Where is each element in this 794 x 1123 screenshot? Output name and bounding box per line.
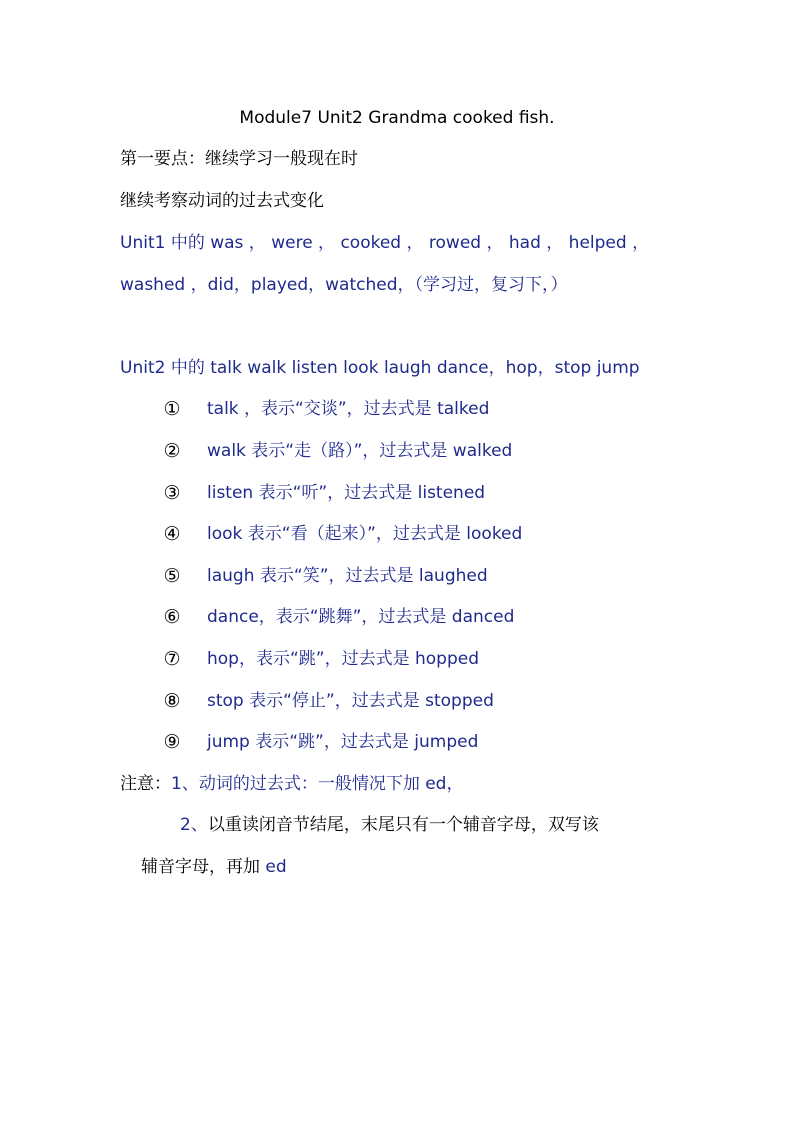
list-item	[0, 481, 794, 505]
item-number: ⑧	[163, 690, 181, 712]
note-label: 注意：	[120, 774, 171, 794]
unit2-verbs-intro: Unit2 中的 talk walk listen look laugh dance，hop，stop jump	[120, 358, 640, 378]
list-item	[0, 730, 794, 754]
item-text: look 表示“看（起来）”，过去式是 looked	[207, 524, 523, 544]
note-rule-2-continued	[141, 855, 287, 879]
document-title: Module7 Unit2 Grandma cooked fish.	[239, 108, 555, 128]
note-rule-1: 1、动词的过去式：一般情况下加 ed，	[171, 774, 464, 794]
item-text: talk ，表示“交谈”，过去式是 talked	[207, 399, 490, 419]
note-rule-2-body: 以重读闭音节结尾，末尾只有一个辅音字母，双写该	[207, 815, 599, 835]
list-item	[0, 605, 794, 629]
item-text: listen 表示“听”，过去式是 listened	[207, 483, 486, 503]
note-rule-2	[180, 813, 599, 837]
list-item	[0, 564, 794, 588]
list-item	[0, 439, 794, 463]
item-text: laugh 表示“笑”，过去式是 laughed	[207, 566, 488, 586]
item-text: walk 表示“走（路）”，过去式是 walked	[207, 441, 513, 461]
note-line-1	[120, 772, 463, 796]
item-text: dance，表示“跳舞”，过去式是 danced	[207, 607, 515, 627]
note-rule-2-number: 2、	[180, 815, 208, 835]
item-number: ①	[163, 398, 181, 420]
key-point-2: 继续考察动词的过去式变化	[120, 191, 324, 211]
key-point-1: 第一要点：继续学习一般现在时	[120, 149, 358, 169]
item-number: ⑦	[163, 648, 181, 670]
item-text: stop 表示“停止”，过去式是 stopped	[207, 691, 494, 711]
list-item	[0, 689, 794, 713]
item-number: ④	[163, 523, 181, 545]
list-item	[0, 397, 794, 421]
item-text: jump 表示“跳”，过去式是 jumped	[207, 732, 479, 752]
item-number: ⑥	[163, 606, 181, 628]
item-number: ③	[163, 482, 181, 504]
note-rule-2-suffix: ed	[265, 857, 287, 877]
item-text: hop，表示“跳”，过去式是 hopped	[207, 649, 479, 669]
list-item	[0, 647, 794, 671]
unit1-verbs-line-1: Unit1 中的 was ， were ， cooked ， rowed ， had ， helped ，	[120, 233, 650, 253]
item-number: ②	[163, 440, 181, 462]
list-item	[0, 522, 794, 546]
unit1-verbs-line-2: washed ，did，played，watched，（学习过，复习下，）	[120, 275, 568, 295]
item-number: ⑨	[163, 731, 181, 753]
note-rule-2-cont-text: 辅音字母，再加	[141, 857, 266, 877]
item-number: ⑤	[163, 565, 181, 587]
